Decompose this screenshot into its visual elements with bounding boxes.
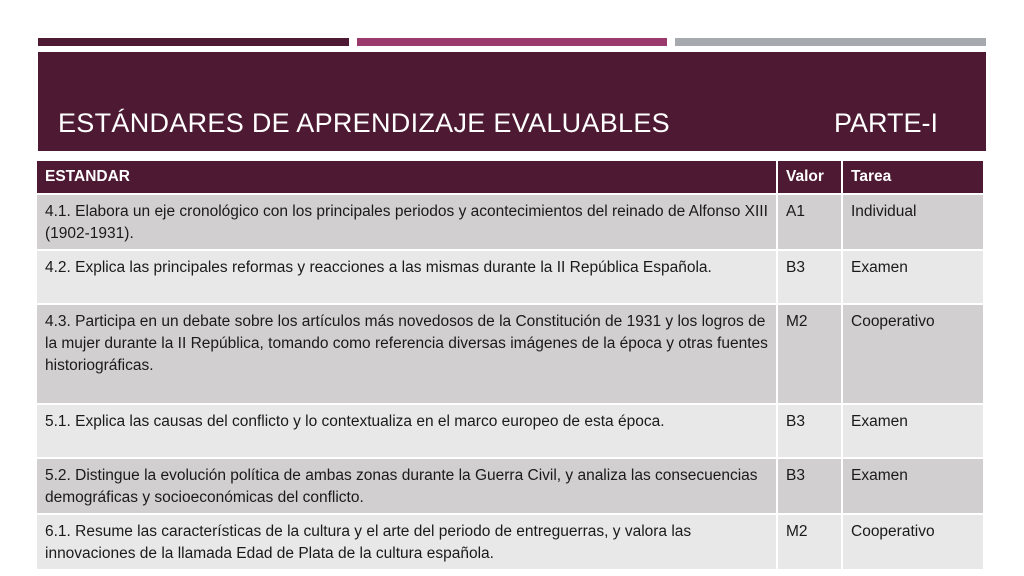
cell-valor: M2 <box>777 514 842 570</box>
cell-tarea: Cooperativo <box>842 304 984 404</box>
cell-estandar: 4.3. Participa en un debate sobre los artículos más novedosos de la Constitución de 1931 y los logros de la mujer durante la II República, tomando como referencia diversas imágenes de la época y otras fuentes historiográficas. <box>37 304 777 404</box>
cell-estandar: 6.1. Resume las características de la cultura y el arte del periodo de entreguerras, y valora las innovaciones de la llamada Edad de Plata de la cultura española. <box>37 514 777 570</box>
cell-tarea: Examen <box>842 404 984 458</box>
cell-estandar: 5.1. Explica las causas del conflicto y lo contextualiza en el marco europeo de esta época. <box>37 404 777 458</box>
cell-tarea: Cooperativo <box>842 514 984 570</box>
table-row <box>37 304 984 404</box>
cell-tarea: Individual <box>842 194 984 250</box>
table-row <box>37 458 984 514</box>
cell-valor: M2 <box>777 304 842 404</box>
cell-valor: B3 <box>777 250 842 304</box>
title-bar <box>38 52 986 151</box>
table-row <box>37 404 984 458</box>
cell-tarea: Examen <box>842 458 984 514</box>
column-header-tarea: Tarea <box>842 161 984 194</box>
cell-estandar: 4.2. Explica las principales reformas y reacciones a las mismas durante la II República Española. <box>37 250 777 304</box>
table-row <box>37 194 984 250</box>
cell-tarea: Examen <box>842 250 984 304</box>
cell-valor: B3 <box>777 458 842 514</box>
top-stripe-dark <box>38 38 349 46</box>
column-header-valor: Valor <box>777 161 842 194</box>
cell-valor: A1 <box>777 194 842 250</box>
slide-part-label: PARTE-I <box>833 108 938 138</box>
cell-estandar: 4.1. Elabora un eje cronológico con los principales periodos y acontecimientos del reinado de Alfonso XIII (1902-1931). <box>37 194 777 250</box>
cell-valor: B3 <box>777 404 842 458</box>
standards-table <box>37 161 985 571</box>
column-header-estandar: ESTANDAR <box>37 161 777 194</box>
top-stripe-gray <box>675 38 986 46</box>
slide-title: ESTÁNDARES DE APRENDIZAJE EVALUABLES <box>58 108 670 138</box>
table-header-row <box>37 161 984 194</box>
table-row <box>37 250 984 304</box>
cell-estandar: 5.2. Distingue la evolución política de ambas zonas durante la Guerra Civil, y analiza las consecuencias demográficas y socioeconómicas del conflicto. <box>37 458 777 514</box>
table-row <box>37 514 984 570</box>
top-stripe-magenta <box>357 38 667 46</box>
